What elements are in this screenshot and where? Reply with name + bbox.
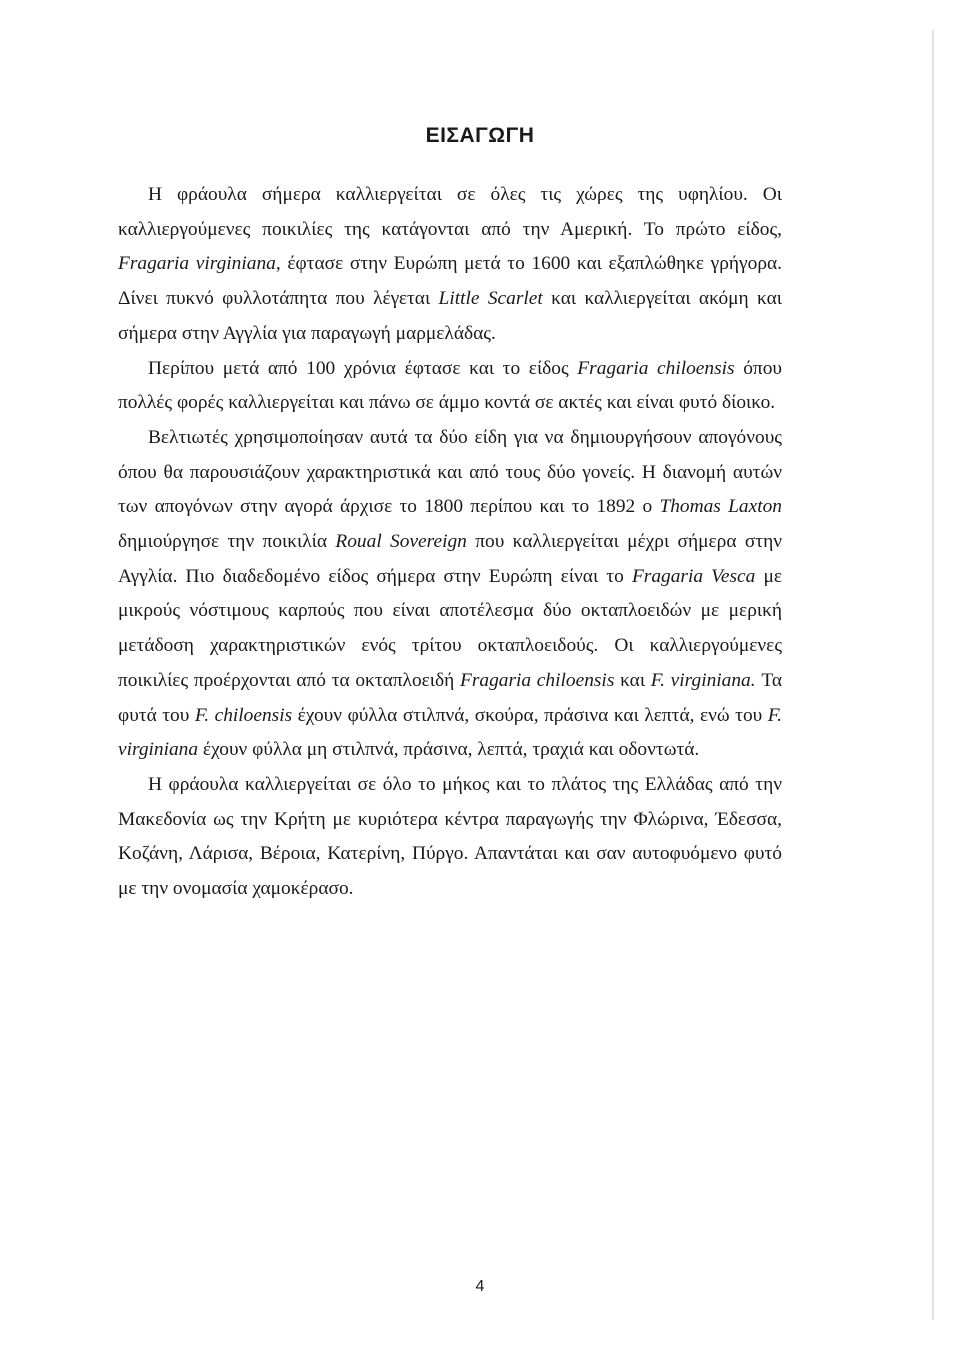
text-run: έχουν φύλλα μη στιλπνά, πράσινα, λεπτά, τραχιά και οδοντωτά. bbox=[198, 739, 700, 761]
text-run: δημιούργησε την ποικιλία bbox=[118, 531, 336, 553]
paragraph-3 bbox=[118, 421, 782, 768]
italic-term: F. virginiana. bbox=[650, 669, 756, 691]
italic-term: Fragaria virginiana bbox=[118, 253, 276, 275]
text-run: , έφτασε στην Ευρώπη μετά το 1600 και εξαπλώθηκε γρήγορα. Δίνει πυκνό φυλλοτάπητα που λέγεται bbox=[118, 253, 783, 310]
text-run: όπου πολλές φορές καλλιεργείται και πάνω σε άμμο κοντά σε ακτές και είναι φυτό δίοικο. bbox=[118, 357, 782, 414]
page-title: ΕΙΣΑΓΩΓΗ bbox=[425, 124, 535, 147]
text-run: Βελτιωτές χρησιμοποίησαν αυτά τα δύο είδη για να δημιουργήσουν απογόνους όπου θα παρουσιάζουν χαρακτηριστικά και από τους δύο γονείς. Η διανομή αυτών των απογόνων στην αγορά άρχισε το 1800 περίπου και το 1892 ο bbox=[118, 426, 782, 518]
text-run: Περίπου μετά από 100 χρόνια έφτασε και το είδος bbox=[148, 357, 578, 379]
italic-term: Little Scarlet bbox=[438, 288, 543, 310]
text-run: και bbox=[614, 669, 651, 691]
text-run: που καλλιεργείται μέχρι σήμερα στην Αγγλία. Πιο διαδεδομένο είδος σήμερα στην Ευρώπη είναι το bbox=[118, 531, 782, 587]
text-run: έχουν φύλλα στιλπνά, σκούρα, πράσινα και λεπτά, ενώ του bbox=[292, 704, 768, 726]
text-run: και καλλιεργείται ακόμη και σήμερα στην Αγγλία για παραγωγή μαρμελάδας. bbox=[118, 288, 783, 344]
italic-term: Thomas Laxton bbox=[659, 496, 782, 518]
body-text bbox=[118, 178, 782, 907]
italic-term: Roual Sovereign bbox=[335, 531, 467, 553]
italic-term: Fragaria chiloensis bbox=[460, 669, 615, 691]
page-number: 4 bbox=[475, 1278, 485, 1295]
text-run: Η φράουλα σήμερα καλλιεργείται σε όλες τις χώρες της υφηλίου. Οι καλλιεργούμενες ποικιλίες της κατάγονται από την Αμερική. Το πρώτο είδος, bbox=[118, 184, 782, 240]
italic-term: F. virginiana bbox=[118, 704, 782, 761]
italic-term: Fragaria Vesca bbox=[631, 565, 756, 587]
text-run: Η φράουλα καλλιεργείται σε όλο το μήκος και το πλάτος της Ελλάδας από την Μακεδονία ως την Κρήτη με κυριότερα κέντρα παραγωγής την Φλώρινα, Έδεσσα, Κοζάνη, Λάρισα, Βέροια, Κατερίνη, Πύργο. Απαντάται και σαν αυτοφυόμενο φυτό με την ονομασία χαμοκέρασο. bbox=[118, 773, 782, 900]
paragraph-4 bbox=[118, 768, 782, 907]
italic-term: F. chiloensis bbox=[194, 704, 293, 726]
paragraph-2 bbox=[118, 352, 782, 421]
text-run: με μικρούς νόστιμους καρπούς που είναι αποτέλεσμα δύο οκταπλοειδών με μερική μετάδοση χαρακτηριστικών ενός τρίτου οκταπλοειδούς. Οι καλλιεργούμενες ποικιλίες προέρχονται από τα οκταπλοειδή bbox=[118, 565, 782, 691]
page-edge-shadow bbox=[932, 30, 934, 1320]
italic-term: Fragaria chiloensis bbox=[577, 357, 735, 379]
text-run: Τα φυτά του bbox=[118, 669, 782, 726]
paragraph-1 bbox=[118, 178, 782, 352]
